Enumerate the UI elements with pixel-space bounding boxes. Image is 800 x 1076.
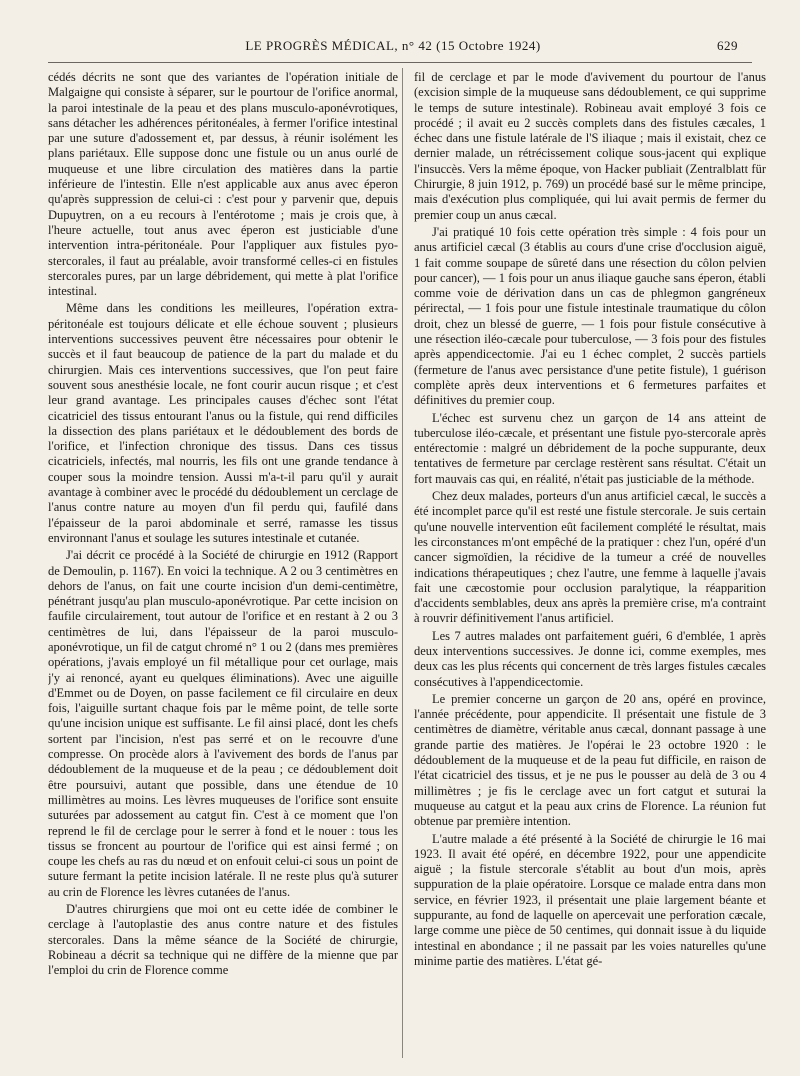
right-column [414,70,766,1060]
page-number: 629 [717,38,738,53]
paragraph: J'ai pratiqué 10 fois cette opération très simple : 4 fois pour un anus artificiel cæcal (3 établis au cours d'une crise d'occlusion aiguë, 1 fait comme soupape de sûreté dans une résection du côlon pelvien pour cancer), — 1 fois pour un anus iliaque gauche sans éperon, établi comme voie de dérivation dans un cas de phlegmon gangréneux périrectal, — 1 fois pour une fistule intestinale traumatique du côlon droit, chez un blessé de guerre, — 1 fois pour fistule consécutive à une résection iléo-cæcale pour tuberculose, — 3 fois pour des fistules après appendicectomie. J'ai eu 1 échec complet, 2 succès partiels (fermeture de l'anus avec persistance d'une petite fistule), 1 guérison complète après deux interventions et 6 fermetures parfaites et définitives du premier coup. [414,224,766,408]
journal-title: LE PROGRÈS MÉDICAL, n° 42 (15 Octobre 1924) [245,38,541,53]
header-rule [48,62,752,63]
paragraph: L'autre malade a été présenté à la Société de chirurgie le 16 mai 1923. Il avait été opéré, en décembre 1922, pour une appendicite aiguë ; la fistule stercorale s'établit au bout d'un mois, après suppuration de la plaie opératoire. Lorsque ce malade entra dans mon service, en février 1923, il présentait une plaie largement béante et suppurante, au fond de laquelle on apercevait une perforation cæcale, large comme une pièce de 50 centimes, qui donnait issue à du liquide intestinal en abondance ; il ne passait par les voies naturelles qu'une minime partie des matières. L'état gé- [414,831,766,968]
paragraph: J'ai décrit ce procédé à la Société de chirurgie en 1912 (Rapport de Demoulin, p. 1167). En voici la technique. A 2 ou 3 centimètres en dehors de l'anus, on fait une courte incision d'un demi-centimètre, pénétrant jusqu'au plan musculo-aponévrotique. Par cette incision on faufile circulairement, tout autour de l'orifice et en restant à 2 ou 3 centimètres de lui, dans l'épaisseur de la paroi musculo-aponévrotique, un fil de catgut chromé n° 1 ou 2 (dans mes premières opérations, j'avais employé un fil métallique pour cet ourlage, mais j'y ai renoncé, ayant eu quelques éliminations). Avec une aiguille d'Emmet ou de Doyen, on passe facilement ce fil circulaire en deux fois, l'aiguille surtant chaque fois par le même point, de telle sorte qu'une incision unique est suffisante. Le fil ainsi placé, dont les chefs sortent par l'incision, n'est pas serré et on le recouvre d'une compresse. On procède alors à l'avivement des bords de l'anus par dédoublement de la muqueuse et de la peau ; ce dédoublement doit être poursuivi, autant que possible, dans une étendue de 10 millimètres au moins. Les lèvres muqueuses de l'orifice sont ensuite suturées par adossement au catgut fin. C'est à ce moment que l'on reprend le fil de cerclage pour le serrer à fond et le nouer : tous les tissus se froncent au pourtour de l'orifice qui est ainsi fermé ; on coupe les chefs au ras du nœud et on enfouit celui-ci sous un point de suture fermant la petite incision latérale. Il ne reste plus qu'à suturer au crin de Florence les lèvres cutanées de l'anus. [48,548,398,899]
paragraph: cédés décrits ne sont que des variantes de l'opération initiale de Malgaigne qui consiste à séparer, sur le pourtour de l'orifice anormal, la paroi intestinale de la peau et des plans musculo-aponévrotiques, sans détacher les adhérences péritonéales, à fermer l'orifice intestinal par une suture d'adossement et, par dessus, à réunir isolément les plans pariétaux. Elle suppose donc une fistule ou un anus ourlé de muqueuse et une libre circulation des matières dans la partie inférieure de l'intestin. Elle n'est applicable aux anus avec éperon qu'après suppression de celui-ci : c'est pour y parvenir que, depuis Dupuytren, on a eu recours à l'entérotome ; mais je crois que, à l'heure actuelle, tout anus avec éperon est justiciable d'une intervention intra-péritonéale. Pour l'appliquer aux fistules pyo-stercorales, il faut au préalable, avoir transformé celles-ci en fistules stercorales pures, par un large débridement, qui mette à plat l'orifice intestinal. [48,70,398,299]
paragraph: Les 7 autres malades ont parfaitement guéri, 6 d'emblée, 1 après deux interventions successives. Je donne ici, comme exemples, mes deux cas les plus récents qui concernent de très larges fistules cæcales consécutives à l'appendicectomie. [414,628,766,689]
paragraph: Même dans les conditions les meilleures, l'opération extra-péritonéale est toujours délicate et elle échoue souvent ; plusieurs interventions successives peuvent être nécessaires pour obtenir le succès et il faut beaucoup de patience de la part du malade et du chirurgien. Mais ces interventions successives, que l'on peut faire souvent sous anesthésie locale, ne font courir aucun risque ; et c'est leur grand avantage. Les principales causes d'échec sont l'état cicatriciel des tissus entourant l'anus ou la fistule, qui rend difficiles la dissection des plans pariétaux et le dédoublement des bords de l'orifice, et l'infection chronique des tissus. Dans ces tissus cicatriciels, infectés, mal nourris, les fils ont une grande tendance à couper sous la moindre tension. Aussi m'a-t-il paru qu'il y aurait avantage à combiner avec le procédé du dédoublement un cerclage de l'anus contre nature au moyen d'un fil perdu qui, faufilé dans l'épaisseur de la paroi abdominale et serré, ramasse les tissus environnant l'anus et soulage les sutures intestinale et cutanée. [48,301,398,545]
paragraph: fil de cerclage et par le mode d'avivement du pourtour de l'anus (excision simple de la muqueuse sans dédoublement, ce qui supprime le temps de suture intestinale). Robineau avait employé 3 fois ce procédé ; il avait eu 2 succès complets dans des fistules cæcales, 1 échec dans une fistule latérale de l'S iliaque ; mais il existait, chez ce dernier malade, un rétrécissement colique sous-jacent qui explique l'insuccès. Vers la même époque, von Hacker publiait (Zentralblatt für Chirurgie, 8 juin 1912, p. 769) un procédé basé sur le même principe, mais d'exécution plus compliquée, qui lui avait permis de fermer du premier coup un anus cæcal. [414,70,766,222]
paragraph: Le premier concerne un garçon de 20 ans, opéré en province, l'année précédente, pour appendicite. Il présentait une fistule de 3 centimètres de diamètre, véritable anus cæcal, donnant passage à une grande partie des matières. Je l'opérai le 23 octobre 1920 : le dédoublement de la muqueuse et de la peau fut difficile, en raison de l'état cicatriciel des tissus, et je ne pus le pousser au delà de 3 ou 4 millimètres ; je fis le cerclage avec un fort catgut et suturai la muqueuse au catgut et la peau aux crins de Florence. La réunion fut obtenue par première intention. [414,691,766,829]
paragraph: D'autres chirurgiens que moi ont eu cette idée de combiner le cerclage à l'autoplastie des anus contre nature et des fistules stercorales. Dans la même séance de la Société de chirurgie, Robineau a décrit sa technique qui ne diffère de la mienne que par l'emploi du crin de Florence comme [48,902,398,978]
left-column [48,70,398,1060]
paragraph: L'échec est survenu chez un garçon de 14 ans atteint de tuberculose iléo-cæcale, et présentant une fistule pyo-stercorale après entérectomie : malgré un débridement de la poche suppurante, deux tentatives de fermeture par cerclage restèrent sans résultat. C'était un fort mauvais cas qui, en réalité, n'était pas justiciable de la méthode. [414,410,766,486]
running-header [48,38,738,62]
column-divider [402,68,403,1058]
paragraph: Chez deux malades, porteurs d'un anus artificiel cæcal, le succès a été incomplet parce qu'il est resté une fistule stercorale. Je suis certain qu'une nouvelle intervention eût facilement complété le résultat, mais les circonstances m'ont empêché de la pratiquer : chez l'un, opéré d'un cancer sigmoïdien, la récidive de la tumeur a créé de nouvelles indications thérapeutiques ; chez l'autre, une femme à laquelle j'avais fait une cæcostomie pour occlusion paralytique, la réapparition d'accidents semblables, deux ans après la première crise, m'a contraint à rouvrir définitivement l'anus artificiel. [414,489,766,626]
